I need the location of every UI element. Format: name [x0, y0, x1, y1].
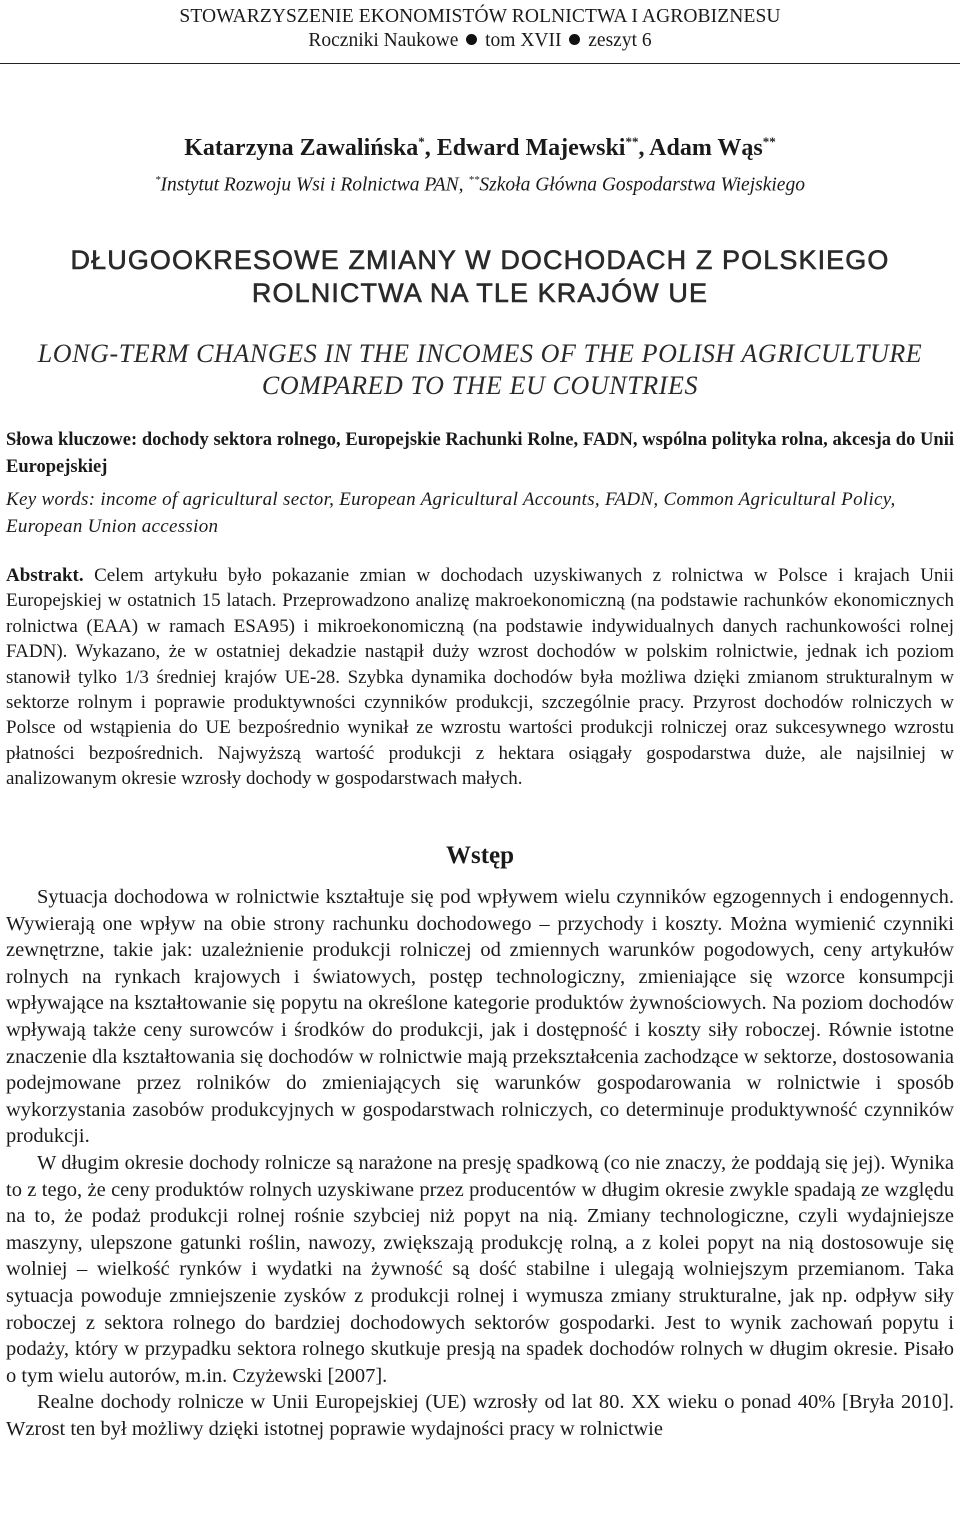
title-polish-line: DŁUGOOKRESOWE ZMIANY W DOCHODACH Z POLSKIEGO: [70, 245, 890, 275]
author-list: [0, 134, 960, 162]
title-english-line: COMPARED TO THE EU COUNTRIES: [261, 371, 699, 400]
affiliation-mark: **: [762, 134, 776, 149]
abstract: [6, 563, 954, 792]
volume: tom XVII: [485, 30, 562, 51]
bullet-icon: [569, 34, 580, 45]
journal-line: [0, 29, 960, 53]
author-name: Edward Majewski: [436, 135, 626, 161]
journal-name: Roczniki Naukowe: [308, 30, 459, 51]
affiliation-1: Instytut Rozwoju Wsi i Rolnictwa PAN,: [160, 174, 469, 196]
author-name: Adam Wąs: [649, 135, 763, 161]
title-english-line: LONG-TERM CHANGES IN THE INCOMES OF THE POLISH AGRICULTURE: [37, 339, 923, 368]
society-name: STOWARZYSZENIE EKONOMISTÓW ROLNICTWA I AGROBIZNESU: [179, 6, 781, 27]
bullet-icon: [466, 34, 477, 45]
issue: zeszyt 6: [588, 30, 652, 51]
title-polish-line: ROLNICTWA NA TLE KRAJÓW UE: [251, 278, 709, 308]
affiliation-mark: **: [468, 174, 480, 186]
paragraph: W długim okresie dochody rolnicze są narażone na presję spadkową (co nie znaczy, że poddają się jej). Wynika to z tego, że ceny produktów rolnych uzyskiwane przez producentów w długim okresie zwykle spadają ze względu na to, że podaż produkcji rolnej rośnie szybciej niż popyt na nią. Zmiany technologiczne, czyli wydajniejsze maszyny, ulepszone gatunki roślin, nawozy, zwiększają produkcję rolną, a z kolei popyt na nią dostosowuje się wolniej – wielkość rynków i wydatki na żywność są dość stabilne i ulegają wolniejszym przemianom. Taka sytuacja powoduje zmniejszenie zysków z produkcji rolnej i wymusza zmiany strukturalne, jak np. odpływ siły roboczej z sektora rolnego do bardziej dochodowych sektorów gospodarki. Jest to wynik zachowań popytu i podaży, który w przypadku sektora rolnego skutkuje presją na spadek dochodów rolnych w długim okresie. Pisało o tym wielu autorów, m.in. Czyżewski [2007].: [6, 1151, 954, 1387]
affiliation-2: Szkoła Główna Gospodarstwa Wiejskiego: [479, 174, 805, 196]
affiliation-mark: *: [155, 174, 161, 186]
keywords-english: Key words: income of agricultural sector, European Agricultural Accounts, FADN, Common Agricultural Policy, European Union accession: [6, 489, 896, 537]
author-separator: ,: [424, 135, 437, 161]
abstract-text: Celem artykułu było pokazanie zmian w dochodach uzyskiwanych z rolnictwa w Polsce i krajach Unii Europejskiej w ostatnich 15 latach. Przeprowadzono analizę makroekonomiczną (na podstawie rachunków ekonomicznych rolnictwa (EAA) w ramach ESA95) i mikroekonomiczną (na podstawie indywidualnych danych rachunkowości rolnej FADN). Wykazano, że w ostatniej dekadzie nastąpił duży wzrost dochodów w polskim rolnictwie, jednak ich poziom stanowił tylko 1/3 średniej krajów UE-28. Szybka dynamika dochodów była możliwa dzięki zmianom strukturalnym w sektorze rolnym i poprawie produktywności czynników produkcji, szczególnie pracy. Przyrost dochodów rolniczych w Polsce od wstąpienia do UE bezpośrednio wynikał ze wzrostu wartości produkcji rolniczej oraz sukcesywnego wzrostu płatności bezpośrednich. Najwyższą wartość produkcji z hektara osiągały gospodarstwa duże, ale najsilniej w analizowanym okresie wzrosły dochody w gospodarstwach małych.: [6, 565, 954, 790]
affiliation-mark: *: [418, 134, 425, 149]
header-divider: [0, 63, 960, 64]
affiliation-mark: **: [625, 134, 639, 149]
title-polish: [0, 244, 960, 310]
section-title: Wstęp: [445, 842, 515, 869]
abstract-label: Abstrakt.: [6, 565, 84, 586]
keywords-polish: Słowa kluczowe: dochody sektora rolnego, Europejskie Rachunki Rolne, FADN, wspólna polityka rolna, akcesja do Unii Europejskiej: [6, 430, 954, 477]
paragraph: Realne dochody rolnicze w Unii Europejskiej (UE) wzrosły od lat 80. XX wieku o ponad 40% [Bryła 2010]. Wzrost ten był możliwy dzięki istotnej poprawie wydajności pracy w rolnictwie: [6, 1391, 954, 1440]
affiliations: [0, 174, 960, 197]
body-text: [6, 884, 954, 1442]
journal-header: [0, 0, 960, 53]
author-name: Katarzyna Zawalińska: [184, 135, 419, 161]
author-separator: ,: [638, 135, 650, 161]
paragraph: Sytuacja dochodowa w rolnictwie kształtuje się pod wpływem wielu czynników egzogennych i endogennych. Wywierają one wpływ na obie strony rachunku dochodowego – przychody i koszty. Można wymienić czynniki zewnętrzne, takie jak: uzależnienie produkcji rolniczej od zmiennych warunków pogodowych, ceny artykułów rolnych na rynkach krajowych i światowych, postęp technologiczny, zmieniające się wzorce konsumpcji wpływające na kształtowanie się popytu na określone kategorie produktów żywnościowych. Na poziom dochodów wpływają także ceny surowców i środków do produkcji, jak i dostępność i koszty siły roboczej. Równie istotne znaczenie dla kształtowania się dochodów w rolnictwie mają przekształcenia zachodzące w sektorze, dostosowania podejmowane przez rolników do zmieniających się warunków gospodarowania w rolnictwie i sposób wykorzystania zasobów produkcyjnych w gospodarstwach rolniczych, co determinuje produktywność czynników produkcji.: [6, 886, 954, 1148]
title-english: [0, 338, 960, 402]
